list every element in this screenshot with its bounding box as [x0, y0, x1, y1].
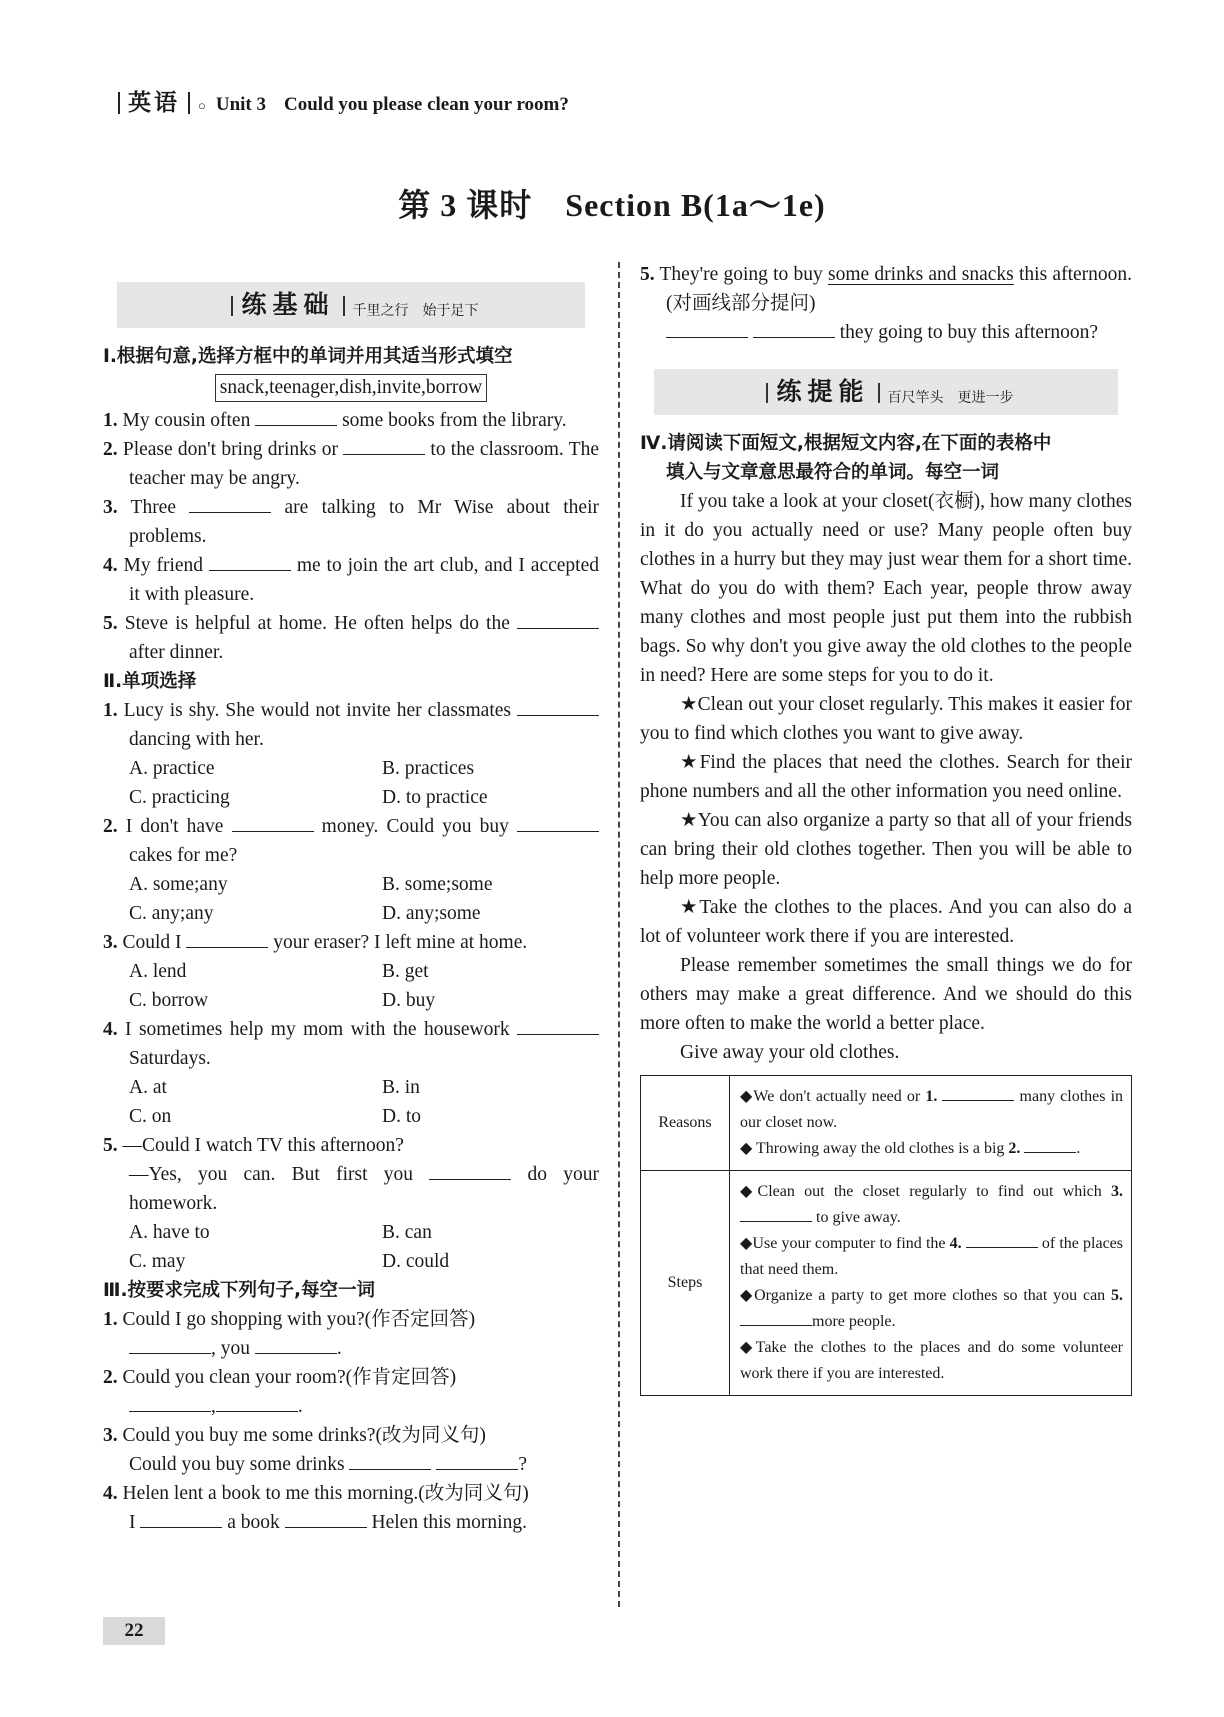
passage-paragraph: Give away your old clothes.	[680, 1042, 900, 1063]
question	[103, 406, 599, 435]
item-text: ◆We don't actually need or	[740, 1088, 926, 1105]
question-text: some books from the library.	[337, 410, 567, 431]
lesson-title: Could you please clean your room?	[284, 94, 569, 115]
question-text: They're going to buy	[654, 264, 829, 285]
banner-slogan: 千里之行 始于足下	[352, 303, 479, 319]
options	[103, 957, 599, 1015]
subject-label: 英语	[128, 90, 180, 116]
question-text: Could I	[117, 932, 187, 953]
question-text: are talking to Mr Wise about their problems.	[129, 497, 599, 547]
answer-text: Helen this morning.	[366, 1512, 527, 1533]
answer-line	[103, 1508, 599, 1537]
question-number: 2.	[103, 1367, 118, 1388]
banner-divider	[766, 383, 768, 403]
answer-blank[interactable]	[517, 1015, 599, 1035]
question-continuation	[103, 1160, 599, 1218]
option-b[interactable]: B. get	[382, 961, 429, 982]
question-text: do your homework.	[129, 1164, 599, 1214]
question-number: 5.	[103, 613, 118, 634]
answer-text: I	[129, 1512, 141, 1533]
table-item	[740, 1084, 1123, 1136]
option-b[interactable]: B. some;some	[382, 874, 493, 895]
question-text: —Could I watch TV this afternoon?	[117, 1135, 404, 1156]
option-c[interactable]: C. borrow	[129, 990, 209, 1011]
answer-blank[interactable]	[186, 928, 268, 948]
question-text: Steve is helpful at home. He often helps do the	[117, 613, 517, 634]
question	[103, 1421, 599, 1450]
item-text: more people.	[812, 1313, 896, 1330]
question-text: dancing with her.	[129, 729, 264, 750]
option-d[interactable]: D. any;some	[382, 903, 481, 924]
passage-paragraph: Please remember sometimes the small things we do for others may make a great difference. And we should do this more often to make the world a better place.	[640, 955, 1132, 1034]
option-b[interactable]: B. in	[382, 1077, 420, 1098]
passage-paragraph: ★You can also organize a party so that all of your friends can bring their old clothes together. Then you will be able to help more people.	[640, 810, 1132, 889]
running-header	[110, 84, 569, 117]
option-a[interactable]: A. have to	[129, 1222, 210, 1243]
answer-blank[interactable]	[216, 1392, 298, 1412]
table-item: ◆Take the clothes to the places and do some volunteer work there if you are interested.	[740, 1339, 1123, 1382]
blank-number: 2.	[1008, 1140, 1021, 1157]
item-text: many clothes in our closet now.	[740, 1088, 1124, 1131]
options	[103, 754, 599, 812]
option-c[interactable]: C. any;any	[129, 903, 214, 924]
circle-icon: ○	[198, 98, 206, 113]
banner-divider	[878, 383, 880, 403]
row-label: Reasons	[641, 1076, 730, 1170]
option-c[interactable]: C. on	[129, 1106, 172, 1127]
option-a[interactable]: A. practice	[129, 758, 215, 779]
question	[640, 260, 1132, 318]
question-number: 5.	[640, 264, 655, 285]
answer-blank[interactable]	[517, 696, 599, 716]
question-text: Lucy is shy. She would not invite her classmates	[117, 700, 517, 721]
answer-blank[interactable]	[517, 609, 599, 629]
blank-number: 3.	[1111, 1183, 1123, 1200]
table-row	[641, 1076, 1131, 1170]
option-a[interactable]: A. some;any	[129, 874, 228, 895]
passage-paragraph: ★Find the places that need the clothes. Search for their phone numbers and all the other information you need online.	[640, 752, 1132, 802]
item-text: ◆Organize a party to get more clothes so that you can	[740, 1287, 1111, 1304]
item-text: .	[1076, 1140, 1081, 1157]
left-column	[103, 260, 599, 1537]
word-box: snack,teenager,dish,invite,borrow	[215, 374, 487, 402]
question-number: 3.	[103, 932, 118, 953]
question-number: 2.	[103, 439, 118, 460]
answer-blank[interactable]	[255, 1334, 337, 1354]
question-number: 2.	[103, 816, 118, 837]
section-3-title: Ⅲ.按要求完成下列句子,每空一词	[103, 1280, 376, 1301]
blank-number: 5.	[1111, 1287, 1123, 1304]
question	[103, 928, 599, 957]
answer-text: a book	[222, 1512, 285, 1533]
question-text: Three	[117, 497, 190, 518]
answer-blank[interactable]	[129, 1392, 211, 1412]
question-number: 1.	[103, 1309, 118, 1330]
question	[103, 1131, 599, 1160]
option-d[interactable]: D. could	[382, 1251, 450, 1272]
answer-blank[interactable]	[740, 1206, 812, 1222]
answer-line	[103, 1334, 599, 1363]
answer-blank[interactable]	[436, 1450, 518, 1470]
option-c[interactable]: C. practicing	[129, 787, 230, 808]
passage-paragraph: If you take a look at your closet(衣橱), how many clothes in it do you actually need or use? Many people often buy clothes in a hurry but they may just wear them for a short time. What do you do with them? Each year, people throw away many clothes and most people just put them into the rubbish bags. So why don't you give away the old clothes to the people in need? Here are some steps for you to do it.	[640, 491, 1132, 686]
banner-divider	[231, 296, 233, 316]
banner-title: 练基础	[241, 290, 335, 319]
page-title: 第 3 课时 Section B(1a～1e)	[398, 187, 826, 223]
blank-number: 4.	[949, 1235, 962, 1252]
question	[103, 1015, 599, 1073]
question-text: —Yes, you can. But first you	[129, 1164, 430, 1185]
answer-blank[interactable]	[189, 493, 271, 513]
question-text: Could I go shopping with you?(作否定回答)	[117, 1309, 476, 1330]
answer-blank[interactable]	[255, 406, 337, 426]
header-divider	[188, 92, 190, 114]
question-number: 4.	[103, 1483, 118, 1504]
answer-text: Could you buy some drinks	[129, 1454, 350, 1475]
answer-line	[103, 1392, 599, 1421]
question-text: after dinner.	[129, 642, 224, 663]
section-banner-basic	[117, 282, 585, 328]
answer-text: , you	[211, 1338, 255, 1359]
answer-blank[interactable]	[343, 435, 425, 455]
answer-line	[640, 318, 1132, 347]
answer-blank[interactable]	[740, 1310, 812, 1326]
question-text: cakes for me?	[129, 845, 238, 866]
answer-blank[interactable]	[753, 318, 835, 338]
banner-title: 练提能	[776, 377, 870, 406]
answer-line	[103, 1450, 599, 1479]
table-item	[740, 1179, 1123, 1231]
question-number: 3.	[103, 497, 118, 518]
answer-text: ,	[211, 1396, 216, 1417]
option-d[interactable]: D. to	[382, 1106, 421, 1127]
question-text: to the classroom. The teacher may be angry.	[129, 439, 599, 489]
table-item	[740, 1283, 1123, 1335]
unit-label: Unit 3	[215, 94, 267, 115]
banner-divider	[343, 296, 345, 316]
answer-blank[interactable]	[209, 551, 291, 571]
options	[103, 1073, 599, 1131]
question	[103, 435, 599, 493]
answer-blank[interactable]	[666, 318, 748, 338]
question	[103, 812, 599, 870]
question-number: 1.	[103, 410, 118, 431]
answer-blank[interactable]	[517, 812, 599, 832]
question	[103, 609, 599, 667]
question	[103, 493, 599, 551]
answer-text: ?	[518, 1454, 527, 1475]
header-divider	[118, 92, 120, 114]
answer-blank[interactable]	[285, 1508, 367, 1528]
question-text: My friend	[117, 555, 209, 576]
question-number: 5.	[103, 1135, 118, 1156]
row-content	[730, 1076, 1131, 1170]
question-number: 4.	[103, 555, 118, 576]
answer-blank[interactable]	[232, 812, 314, 832]
section-2-title: Ⅱ.单项选择	[103, 671, 197, 692]
passage-paragraph: ★Clean out your closet regularly. This makes it easier for you to find which clothes you want to give away.	[640, 694, 1132, 744]
banner-slogan: 百尺竿头 更进一步	[887, 390, 1014, 406]
section-banner-advanced	[654, 369, 1118, 415]
question-number: 3.	[103, 1425, 118, 1446]
option-d[interactable]: D. buy	[382, 990, 436, 1011]
question-text: money. Could you buy	[313, 816, 517, 837]
option-c[interactable]: C. may	[129, 1251, 186, 1272]
page-number: 22	[103, 1617, 165, 1645]
options	[103, 870, 599, 928]
question-text: Helen lent a book to me this morning.(改为同义句)	[117, 1483, 529, 1504]
option-a[interactable]: A. lend	[129, 961, 187, 982]
answer-blank[interactable]	[129, 1334, 211, 1354]
question-text: your eraser? I left mine at home.	[268, 932, 528, 953]
option-d[interactable]: D. to practice	[382, 787, 488, 808]
question-text: Saturdays.	[129, 1048, 211, 1069]
passage-paragraph: ★Take the clothes to the places. And you can also do a lot of volunteer work there if you are interested.	[640, 897, 1132, 947]
question-text: me to join the art club, and I accepted it with pleasure.	[129, 555, 599, 605]
row-label: Steps	[641, 1171, 730, 1395]
question-number: 1.	[103, 700, 118, 721]
question	[103, 1479, 599, 1508]
answer-text: .	[297, 1396, 303, 1417]
summary-table	[640, 1075, 1132, 1396]
right-column	[640, 260, 1132, 1396]
section-4-title-line2: 填入与文章意思最符合的单词。每空一词	[666, 462, 1000, 483]
blank-number: 1.	[925, 1088, 938, 1105]
question-text: this afternoon.(对画线部分提问)	[666, 264, 1133, 314]
answer-blank[interactable]	[349, 1450, 431, 1470]
item-text: ◆Clean out the closet regularly to find out which	[740, 1183, 1111, 1200]
question-text: I don't have	[117, 816, 232, 837]
question-text: Could you clean your room?(作肯定回答)	[117, 1367, 457, 1388]
answer-blank[interactable]	[140, 1508, 222, 1528]
question	[103, 551, 599, 609]
option-b[interactable]: B. practices	[382, 758, 475, 779]
question	[103, 1363, 599, 1392]
answer-blank[interactable]	[966, 1232, 1038, 1248]
answer-blank[interactable]	[1024, 1137, 1076, 1153]
question	[103, 696, 599, 754]
question-text: I sometimes help my mom with the housework	[117, 1019, 517, 1040]
question	[103, 1305, 599, 1334]
table-item	[740, 1136, 1123, 1162]
table-row	[641, 1170, 1131, 1395]
option-b[interactable]: B. can	[382, 1222, 432, 1243]
options	[103, 1218, 599, 1276]
underlined-phrase: some drinks and snacks	[828, 264, 1014, 285]
row-content	[730, 1171, 1131, 1395]
word-box-wrap	[103, 373, 599, 402]
question-text: Could you buy me some drinks?(改为同义句)	[117, 1425, 486, 1446]
option-a[interactable]: A. at	[129, 1077, 167, 1098]
answer-blank[interactable]	[942, 1085, 1014, 1101]
column-divider	[618, 262, 620, 1607]
item-text: to give away.	[812, 1209, 901, 1226]
answer-blank[interactable]	[429, 1160, 511, 1180]
answer-text: .	[336, 1338, 342, 1359]
answer-text: they going to buy this afternoon?	[834, 322, 1099, 343]
table-item	[740, 1231, 1123, 1283]
section-1-title: Ⅰ.根据句意,选择方框中的单词并用其适当形式填空	[103, 346, 513, 367]
item-text: ◆Use your computer to find the	[740, 1235, 950, 1252]
question-number: 4.	[103, 1019, 118, 1040]
section-4-title: Ⅳ.请阅读下面短文,根据短文内容,在下面的表格中	[640, 433, 1052, 454]
item-text: of the places that need them.	[740, 1235, 1124, 1278]
question-text: Please don't bring drinks or	[117, 439, 344, 460]
question-text: My cousin often	[117, 410, 256, 431]
item-text: ◆ Throwing away the old clothes is a big	[740, 1140, 1009, 1157]
